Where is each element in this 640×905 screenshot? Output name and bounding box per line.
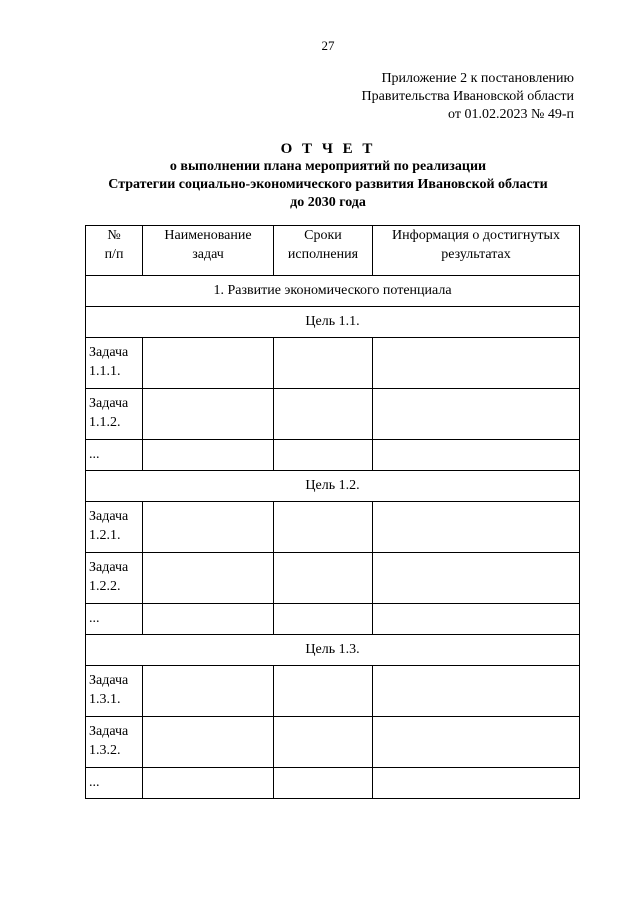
ellipsis-cell: ...: [86, 768, 143, 799]
empty-cell: [274, 604, 373, 635]
task-results-cell: [373, 717, 580, 768]
empty-cell: [373, 768, 580, 799]
empty-cell: [274, 440, 373, 471]
page-number: 27: [321, 38, 335, 53]
report-subtitle-line: о выполнении плана мероприятий по реализации: [169, 159, 487, 174]
task-results-cell: [373, 502, 580, 553]
task-name-cell: [143, 666, 274, 717]
task-deadline-cell: [274, 553, 373, 604]
table-row: [86, 440, 580, 471]
task-results-cell: [373, 338, 580, 389]
task-label: Задача 1.3.1.: [86, 666, 143, 717]
goal-label: Цель 1.2.: [86, 471, 580, 502]
task-results-cell: [373, 389, 580, 440]
task-deadline-cell: [274, 666, 373, 717]
task-deadline-cell: [274, 717, 373, 768]
task-name-cell: [143, 389, 274, 440]
header-deadline: Сроки исполнения: [274, 226, 373, 276]
section-row: [86, 276, 580, 307]
appendix-line: Приложение 2 к постановлению: [381, 71, 574, 86]
table-row: [86, 768, 580, 799]
ellipsis-cell: ...: [86, 440, 143, 471]
table-row: [86, 553, 580, 604]
task-name-cell: [143, 717, 274, 768]
task-results-cell: [373, 553, 580, 604]
task-name-cell: [143, 338, 274, 389]
report-table: [85, 225, 580, 799]
goal-label: Цель 1.3.: [86, 635, 580, 666]
task-deadline-cell: [274, 389, 373, 440]
appendix-block: [362, 70, 574, 124]
task-label: Задача 1.2.2.: [86, 553, 143, 604]
header-task-name: Наименование задач: [143, 226, 274, 276]
task-label: Задача 1.2.1.: [86, 502, 143, 553]
table-row: [86, 338, 580, 389]
goal-row: [86, 307, 580, 338]
goal-label: Цель 1.1.: [86, 307, 580, 338]
task-deadline-cell: [274, 502, 373, 553]
table-row: [86, 604, 580, 635]
header-results: Информация о достигнутых результатах: [373, 226, 580, 276]
empty-cell: [373, 604, 580, 635]
report-title: [0, 140, 640, 212]
table-row: [86, 666, 580, 717]
empty-cell: [373, 440, 580, 471]
empty-cell: [143, 768, 274, 799]
task-name-cell: [143, 502, 274, 553]
table-header-row: [86, 226, 580, 276]
goal-row: [86, 471, 580, 502]
ellipsis-cell: ...: [86, 604, 143, 635]
goal-row: [86, 635, 580, 666]
task-label: Задача 1.1.1.: [86, 338, 143, 389]
appendix-line: от 01.02.2023 № 49-п: [448, 107, 574, 122]
empty-cell: [274, 768, 373, 799]
task-results-cell: [373, 666, 580, 717]
table-row: [86, 717, 580, 768]
header-number: № п/п: [86, 226, 143, 276]
table-row: [86, 502, 580, 553]
task-label: Задача 1.1.2.: [86, 389, 143, 440]
appendix-line: Правительства Ивановской области: [361, 89, 574, 104]
report-heading: О Т Ч Е Т: [280, 141, 376, 157]
empty-cell: [143, 440, 274, 471]
task-deadline-cell: [274, 338, 373, 389]
report-subtitle-line: Стратегии социально-экономического развития Ивановской области: [108, 177, 548, 192]
table-row: [86, 389, 580, 440]
empty-cell: [143, 604, 274, 635]
report-subtitle-line: до 2030 года: [290, 195, 366, 210]
section-title: 1. Развитие экономического потенциала: [86, 276, 580, 307]
task-name-cell: [143, 553, 274, 604]
task-label: Задача 1.3.2.: [86, 717, 143, 768]
